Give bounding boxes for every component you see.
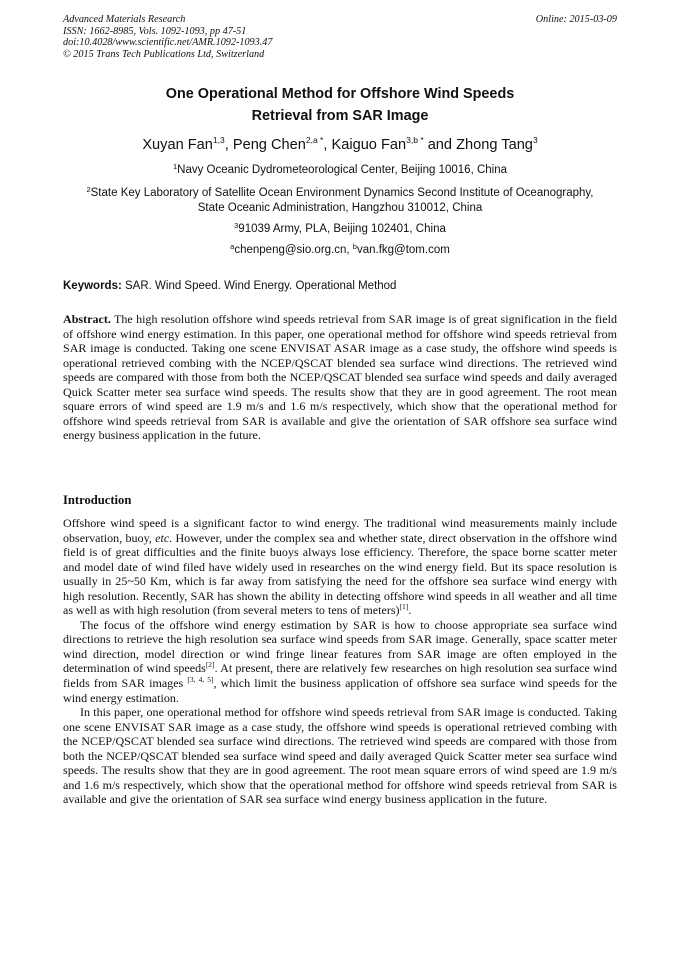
affiliation-text: State Key Laboratory of Satellite Ocean Environment Dynamics Second Institute of Oceanography, — [90, 187, 594, 199]
section-heading-introduction: Introduction — [63, 493, 132, 507]
author-and: and — [423, 137, 457, 153]
paragraph: The focus of the offshore wind energy estimation by SAR is how to choose appropriate sea surface wind directions to retrieve the high resolution sea surface wind speeds from SAR image. Generally, space scatter meter wind direction, model direction or wind fringe linear features from SAR image are often employed in the determination of wind speeds[2]. At present, there are relatively few researches on high resolution sea surface wind fields from SAR images [3, 4, 5], which limit the business application of offshore sea surface wind speeds for the wind energy estimation. — [63, 617, 618, 705]
author-emails — [63, 243, 617, 258]
author-name: Xuyan Fan — [142, 137, 213, 153]
keywords — [63, 279, 617, 293]
author-separator: , — [224, 137, 233, 153]
introduction-body — [63, 516, 617, 807]
keywords-text: SAR. Wind Speed. Wind Energy. Operational Method — [125, 280, 397, 292]
author-name: Peng Chen — [232, 137, 306, 153]
author-affiliation-mark: 2,a * — [305, 135, 324, 145]
keywords-label: Keywords: — [63, 280, 122, 292]
abstract — [63, 312, 617, 443]
abstract-label: Abstract. — [63, 312, 111, 326]
abstract-text: The high resolution offshore wind speeds retrieval from SAR image is of great signification in the field of offshore wind energy estimation. In this paper, one operational method for offshore wind speeds retrieval from SAR image is conducted. Taking one scene ENVISAT ASAR image as a case study, the offshore wind speeds is operational retrieved combing with the NCEP/QSCAT blended sea surface wind directions. The retrieved wind speeds are compared with those from both the NCEP/QSCAT blended sea surface wind speeds and daily averaged Quick Scatter meter sea surface wind speeds. The results show that they are in good agreement. The root mean square errors of wind speed are 1.9 m/s and 1.6 m/s respectively, which show that the operational method for offshore wind speeds retrieval from SAR is available and give the orientation of SAR offshore sea surface wind energy business application in the future. — [63, 312, 617, 443]
affiliation-text: 91039 Army, PLA, Beijing 102401, China — [238, 223, 446, 235]
copyright-line: © 2015 Trans Tech Publications Ltd, Switzerland — [63, 48, 265, 60]
email-mark: b — [352, 242, 357, 251]
affiliation-text: Navy Oceanic Dydrometeorological Center, Beijing 10016, China — [177, 164, 508, 176]
affiliation-1 — [63, 163, 617, 178]
affiliation-mark: 1 — [172, 162, 178, 171]
paragraph: In this paper, one operational method for offshore wind speeds retrieval from SAR image is conducted. Taking one scene ENVISAT SAR image as a case study, the offshore wind speeds is operational retrieved combing with the NCEP/QSCAT blended sea surface wind directions. The retrieved wind speeds are compared with those from both the NCEP/QSCAT blended sea surface wind speed and daily averaged Quick Scatter meter sea surface wind speeds. The results show that they are in good agreement. The root mean square errors of wind speed are 1.9 m/s and 1.6 m/s respectively, which show that the operational method for offshore wind speeds retrieval from SAR is available and give the orientation of SAR sea surface wind energy business application in the future. — [63, 705, 617, 807]
affiliation-mark: 2 — [86, 185, 91, 194]
affiliation-text: State Oceanic Administration, Hangzhou 310012, China — [197, 201, 483, 214]
doi-line: doi:10.4028/www.scientific.net/AMR.1092-1093.47 — [63, 37, 273, 49]
citation: [1] — [399, 602, 409, 612]
email-link[interactable]: van.fkg@tom.com — [356, 244, 450, 256]
author-separator: , — [323, 137, 332, 153]
citation: [2] — [205, 660, 215, 670]
author-list — [63, 135, 617, 155]
affiliation-2 — [63, 186, 617, 215]
journal-name: Advanced Materials Research — [63, 14, 186, 25]
author-affiliation-mark: 3,b * — [406, 135, 424, 145]
affiliation-3 — [63, 222, 617, 237]
title-line-2: Retrieval from SAR Image — [251, 108, 429, 124]
author-affiliation-mark: 3 — [532, 135, 538, 145]
author-name: Zhong Tang — [456, 137, 533, 153]
online-date: Online: 2015-03-09 — [535, 14, 617, 25]
paper-title — [63, 83, 617, 127]
issn-line: ISSN: 1662-8985, Vols. 1092-1093, pp 47-51 — [63, 25, 247, 37]
title-line-1: One Operational Method for Offshore Wind Speeds — [165, 86, 515, 102]
etc-italic: etc — [155, 530, 170, 545]
affiliation-mark: 3 — [234, 221, 239, 230]
journal-header — [63, 14, 617, 60]
email-mark: a — [230, 242, 235, 251]
author-affiliation-mark: 1,3 — [212, 135, 225, 145]
email-separator: , — [346, 244, 353, 256]
citation: [3, 4, 5] — [187, 675, 214, 685]
email-link[interactable]: chenpeng@sio.org.cn — [234, 244, 347, 256]
paragraph: Offshore wind speed is a significant factor to wind energy. The traditional wind measurements mainly include observation, buoy, etc. However, under the complex sea and whether state, direct observation in the offshore wind field is of great difficulties and the finite buoys always lose efficiency. Therefore, the space borne scatter meter and model date of wind filed have widely used in researches on the wind energy field. But its space resolution is usually in 25~50 Km, which is far away from satisfying the need for the offshore sea surface wind energy with high resolution. Recently, SAR has shown the ability in detecting offshore wind speeds in all weather and all time as well as with high resolution (from several meters to tens of meters)[1]. — [63, 516, 617, 618]
author-name: Kaiguo Fan — [331, 137, 407, 153]
